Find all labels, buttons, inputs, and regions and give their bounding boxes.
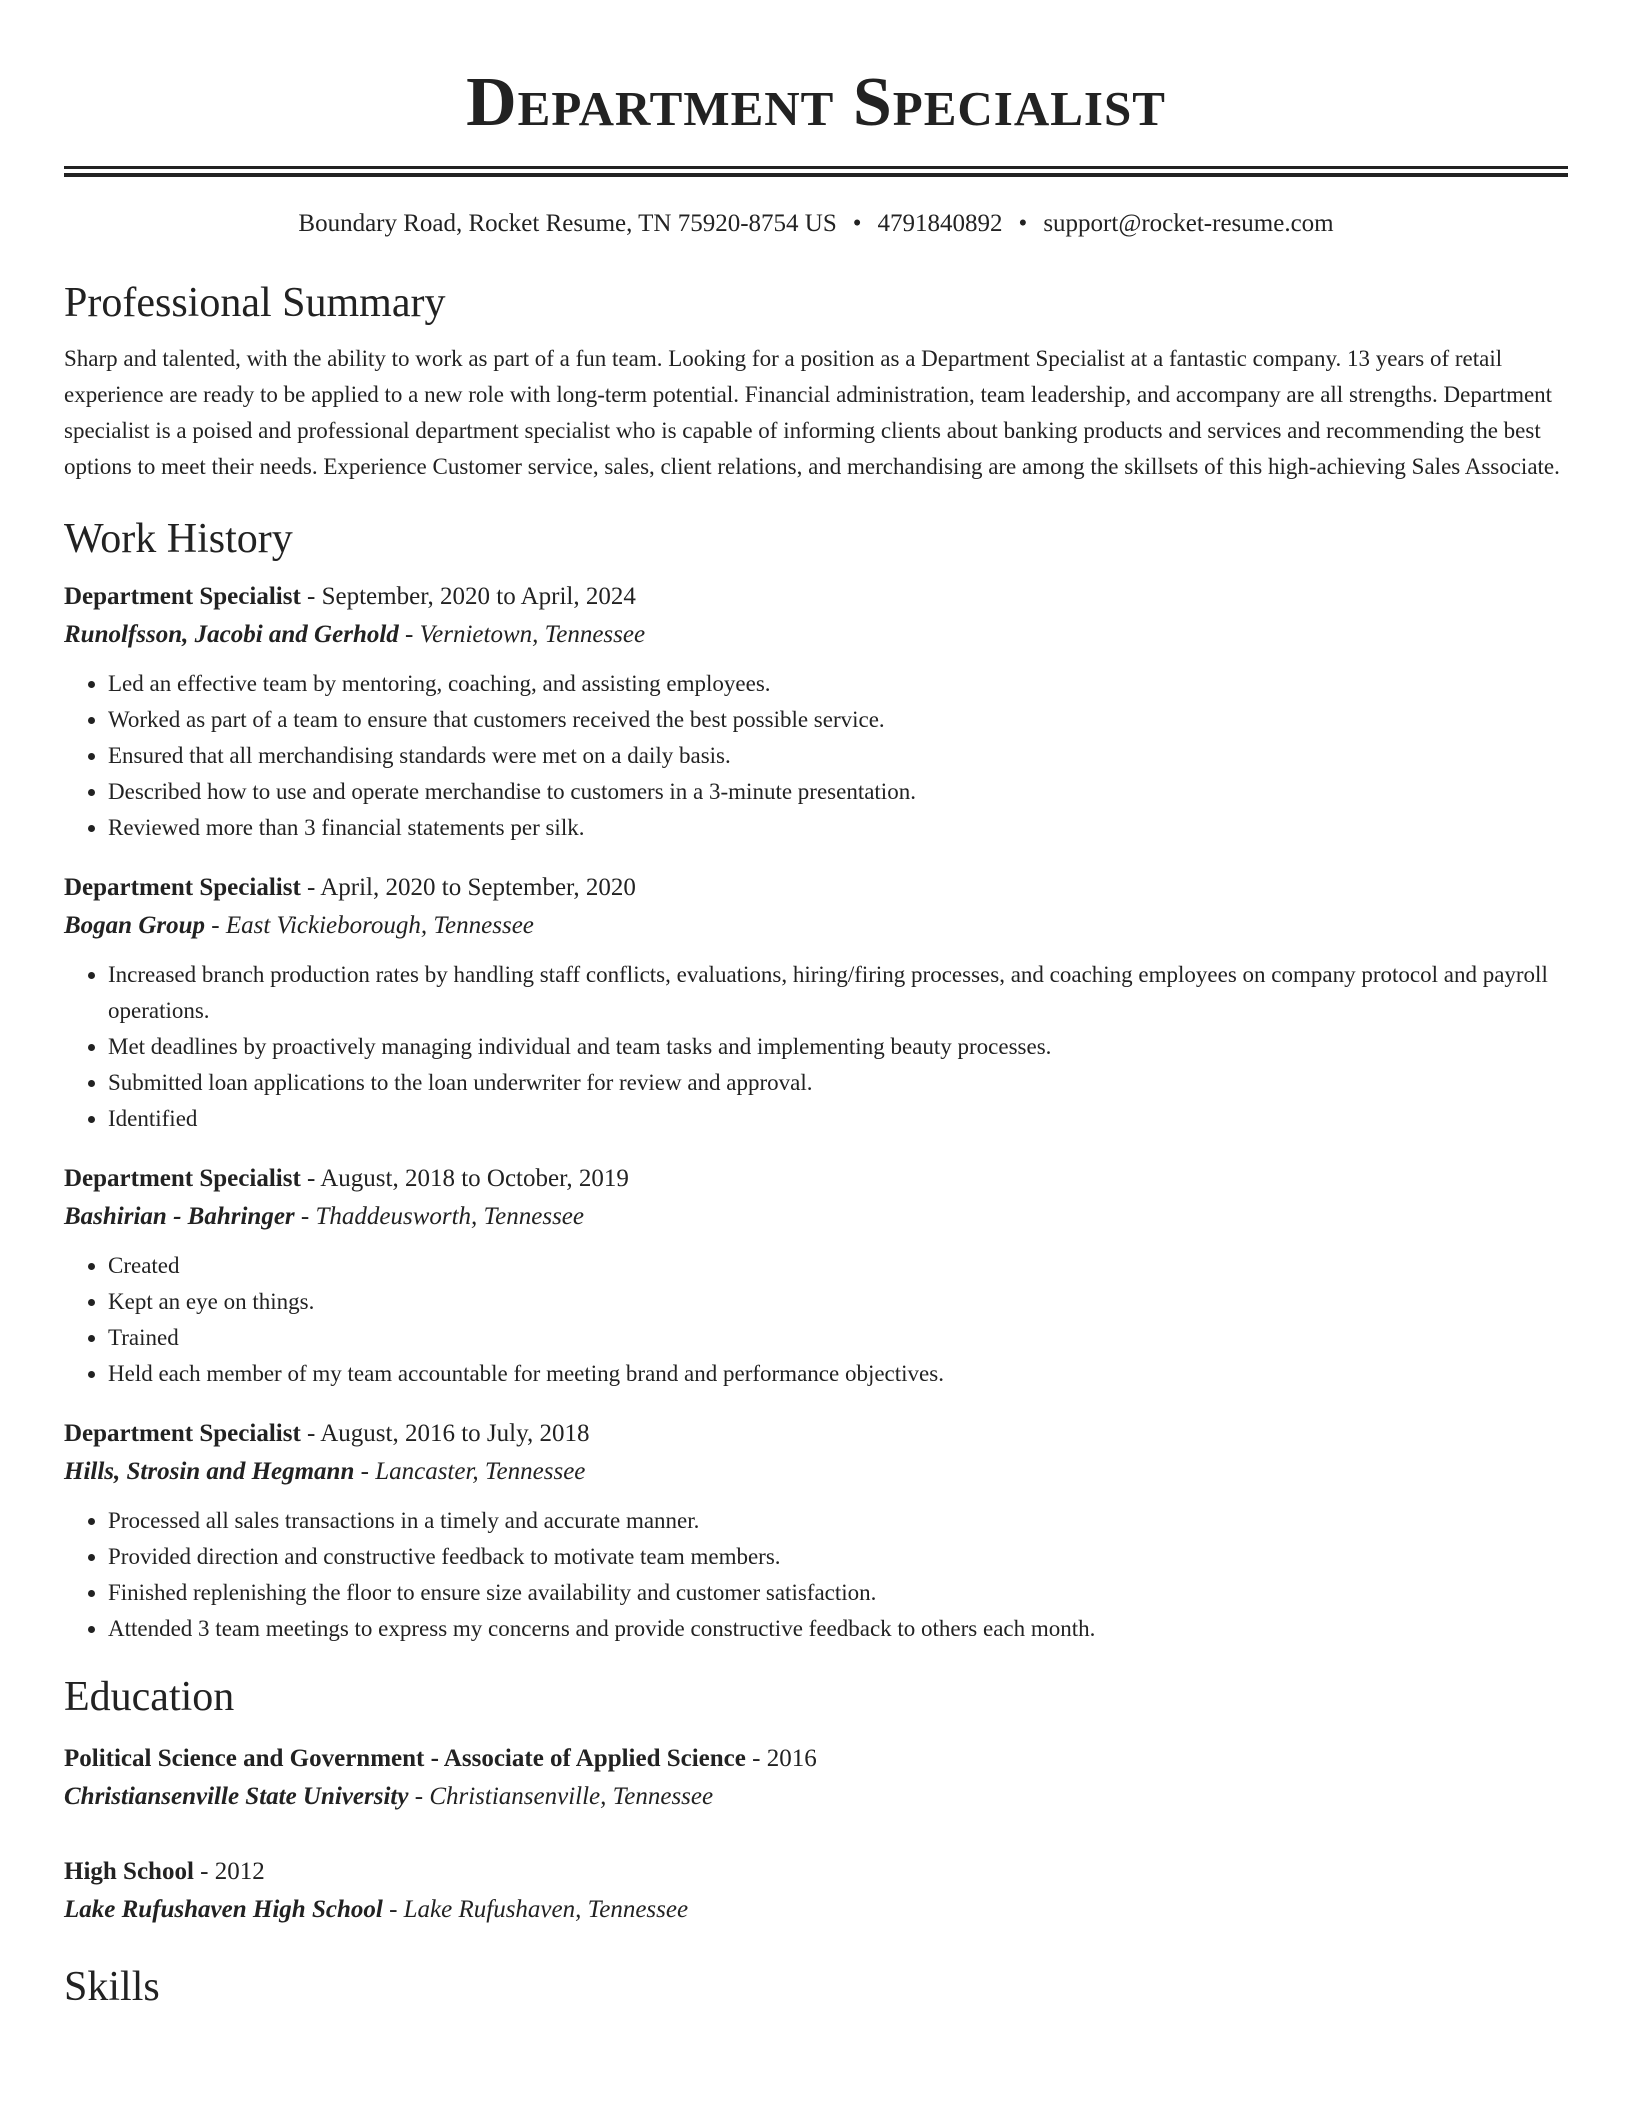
school-location: Christiansenville, Tennessee bbox=[429, 1783, 714, 1810]
education-heading: Education bbox=[64, 1674, 235, 1720]
job-bullet: • Met deadlines by proactively managing individual and team tasks and implementing beauty processes. bbox=[108, 1029, 1568, 1065]
job-bullet: • Created bbox=[108, 1248, 1568, 1284]
school-name: Lake Rufushaven High School bbox=[64, 1896, 383, 1923]
job-dates: August, 2018 to October, 2019 bbox=[320, 1165, 629, 1192]
job-bullet: • Provided direction and constructive feedback to motivate team members. bbox=[108, 1539, 1568, 1575]
employer-line bbox=[64, 1453, 1568, 1491]
job-entry bbox=[64, 868, 1568, 1137]
school-location: Lake Rufushaven, Tennessee bbox=[403, 1896, 689, 1923]
education-entry bbox=[64, 1852, 1568, 1929]
contact-line bbox=[64, 207, 1568, 241]
job-title-line bbox=[64, 1414, 1568, 1453]
employer-location: East Vickieborough, Tennessee bbox=[225, 912, 534, 939]
job-dash: - bbox=[307, 1420, 316, 1447]
job-dash: - bbox=[405, 621, 414, 648]
contact-address: Boundary Road, Rocket Resume, TN 75920-8754 US bbox=[298, 210, 837, 237]
job-bullet: • Trained bbox=[108, 1320, 1568, 1356]
skills-heading: Skills bbox=[64, 1964, 160, 2010]
degree-line bbox=[64, 1852, 1568, 1891]
job-bullets bbox=[64, 1248, 1568, 1392]
education-entry bbox=[64, 1739, 1568, 1816]
job-bullet: • Increased branch production rates by handling staff conflicts, evaluations, hiring/firing processes, and coaching employees on company protocol and payroll operations. bbox=[108, 957, 1568, 1029]
job-dash: - bbox=[307, 583, 316, 610]
job-role: Department Specialist bbox=[64, 874, 301, 901]
school-line bbox=[64, 1778, 1568, 1816]
employer-line bbox=[64, 907, 1568, 945]
job-bullet: • Identified bbox=[108, 1101, 1568, 1137]
work-history-heading: Work History bbox=[64, 516, 293, 562]
job-role: Department Specialist bbox=[64, 583, 301, 610]
job-bullet: • Ensured that all merchandising standards were met on a daily basis. bbox=[108, 738, 1568, 774]
job-title-line bbox=[64, 577, 1568, 616]
job-entry bbox=[64, 1159, 1568, 1392]
job-role: Department Specialist bbox=[64, 1165, 301, 1192]
edu-dash: - bbox=[389, 1896, 398, 1923]
job-bullet: • Held each member of my team accountable for meeting brand and performance objectives. bbox=[108, 1356, 1568, 1392]
contact-phone[interactable]: 4791840892 bbox=[877, 210, 1003, 237]
job-entry bbox=[64, 1414, 1568, 1647]
degree-name: Political Science and Government - Associate of Applied Science bbox=[64, 1745, 746, 1772]
employer-line bbox=[64, 616, 1568, 654]
contact-separator: • bbox=[852, 210, 862, 237]
job-role: Department Specialist bbox=[64, 1420, 301, 1447]
job-dash: - bbox=[300, 1203, 310, 1230]
job-title-line bbox=[64, 868, 1568, 907]
job-dash: - bbox=[307, 1165, 316, 1192]
degree-line bbox=[64, 1739, 1568, 1778]
job-bullet: • Reviewed more than 3 financial statements per silk. bbox=[108, 810, 1568, 846]
employer-name: Bashirian - Bahringer bbox=[64, 1203, 295, 1230]
contact-separator: • bbox=[1018, 210, 1028, 237]
job-dash: - bbox=[211, 912, 220, 939]
job-bullets bbox=[64, 666, 1568, 846]
job-bullet: • Led an effective team by mentoring, coaching, and assisting employees. bbox=[108, 666, 1568, 702]
resume-page bbox=[64, 0, 1568, 2015]
edu-dash: - bbox=[414, 1783, 424, 1810]
job-bullet: • Processed all sales transactions in a timely and accurate manner. bbox=[108, 1503, 1568, 1539]
job-bullet: • Worked as part of a team to ensure that customers received the best possible service. bbox=[108, 702, 1568, 738]
employer-name: Hills, Strosin and Hegmann bbox=[64, 1458, 355, 1485]
job-dates: April, 2020 to September, 2020 bbox=[320, 874, 636, 901]
job-bullet: • Kept an eye on things. bbox=[108, 1284, 1568, 1320]
employer-line bbox=[64, 1198, 1568, 1236]
job-dash: - bbox=[360, 1458, 369, 1485]
employer-location: Vernietown, Tennessee bbox=[419, 621, 646, 648]
employer-name: Bogan Group bbox=[64, 912, 206, 939]
job-dash: - bbox=[307, 874, 316, 901]
job-dates: August, 2016 to July, 2018 bbox=[320, 1420, 590, 1447]
job-dates: September, 2020 to April, 2024 bbox=[321, 583, 636, 610]
job-bullet: • Attended 3 team meetings to express my concerns and provide constructive feedback to others each month. bbox=[108, 1611, 1568, 1647]
job-bullet: • Submitted loan applications to the loan underwriter for review and approval. bbox=[108, 1065, 1568, 1101]
degree-year: 2016 bbox=[766, 1745, 817, 1772]
summary-heading: Professional Summary bbox=[64, 280, 446, 326]
job-bullet: • Described how to use and operate merchandise to customers in a 3-minute presentation. bbox=[108, 774, 1568, 810]
edu-dash: - bbox=[200, 1858, 209, 1885]
degree-year: 2012 bbox=[214, 1858, 265, 1885]
edu-dash: - bbox=[752, 1745, 761, 1772]
job-bullets bbox=[64, 1503, 1568, 1647]
job-title-line bbox=[64, 1159, 1568, 1198]
resume-name: Department Specialist bbox=[466, 64, 1166, 141]
school-name: Christiansenville State University bbox=[64, 1783, 409, 1810]
contact-email[interactable]: support@rocket-resume.com bbox=[1043, 210, 1334, 237]
degree-name: High School bbox=[64, 1858, 194, 1885]
job-bullet: • Finished replenishing the floor to ensure size availability and customer satisfaction. bbox=[108, 1575, 1568, 1611]
school-line bbox=[64, 1891, 1568, 1929]
employer-location: Thaddeusworth, Tennessee bbox=[315, 1203, 584, 1230]
employer-name: Runolfsson, Jacobi and Gerhold bbox=[64, 621, 399, 648]
employer-location: Lancaster, Tennessee bbox=[375, 1458, 586, 1485]
header-divider bbox=[64, 166, 1568, 177]
job-entry bbox=[64, 577, 1568, 846]
job-bullets bbox=[64, 957, 1568, 1137]
summary-text: Sharp and talented, with the ability to work as part of a fun team. Looking for a position as a Department Specialist at a fantastic company. 13 years of retail experience are ready to be applied to a new role with long-term potential. Financial administration, team leadership, and accompany are all strengths. Department specialist is a poised and professional department specialist who is capable of informing clients about banking products and services and recommending the best options to meet their needs. Experience Customer service, sales, client relations, and merchandising are among the skillsets of this high-achieving Sales Associate. bbox=[64, 346, 1560, 479]
